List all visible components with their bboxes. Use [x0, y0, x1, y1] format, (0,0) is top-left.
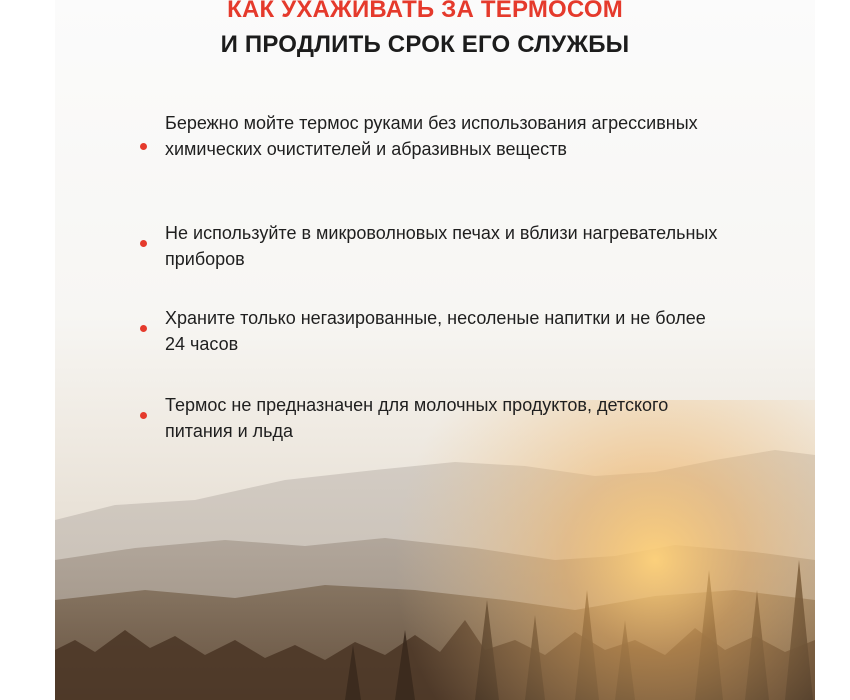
bullet-dot-icon: [140, 412, 147, 419]
list-item: Храните только негазированные, несоленые напитки и не более 24 часов: [165, 308, 706, 354]
list-item: Термос не предназначен для молочных продуктов, детского питания и льда: [165, 395, 669, 441]
bullet-dot-icon: [140, 143, 147, 150]
page-title-line1: КАК УХАЖИВАТЬ ЗА ТЕРМОСОМ: [227, 0, 623, 23]
list-item: Не используйте в микроволновых печах и вблизи нагревательных приборов: [165, 223, 718, 269]
list-item: Бережно мойте термос руками без использования агрессивных химических очистителей и абразивных веществ: [165, 113, 698, 159]
bullet-dot-icon: [140, 240, 147, 247]
page-title-line2: И ПРОДЛИТЬ СРОК ЕГО СЛУЖБЫ: [220, 31, 630, 58]
bullet-dot-icon: [140, 325, 147, 332]
